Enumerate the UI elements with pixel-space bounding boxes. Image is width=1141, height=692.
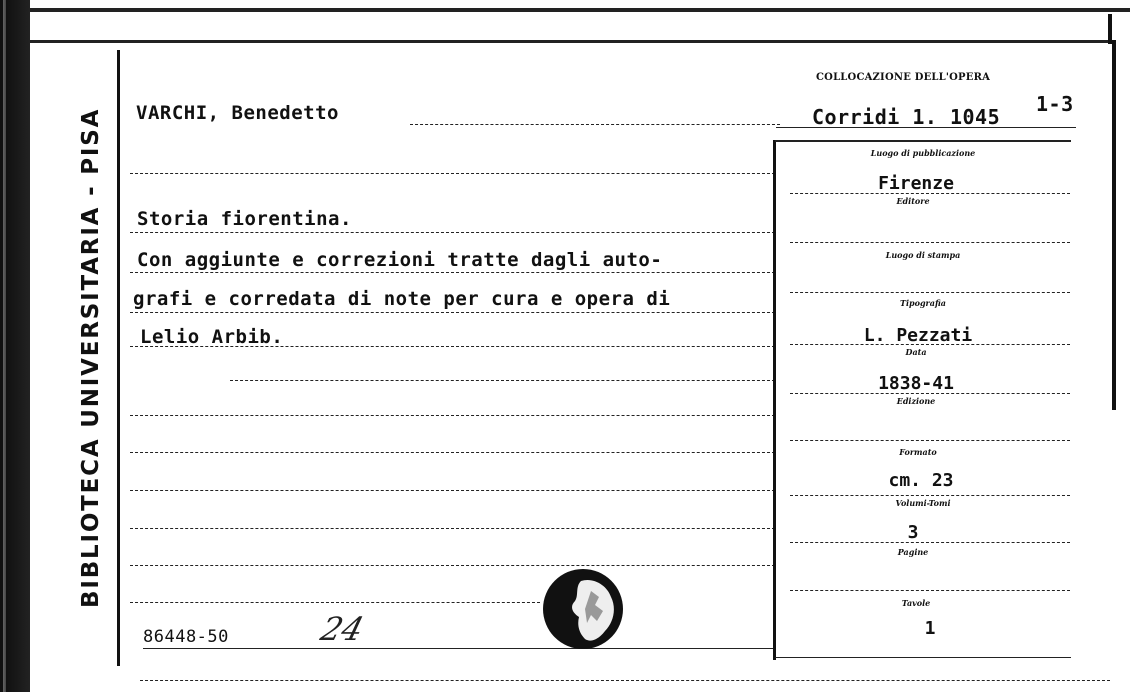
ruled-line <box>130 312 775 313</box>
label-data: Data <box>905 347 927 357</box>
author-line <box>410 124 780 125</box>
inventory-underline <box>143 648 773 649</box>
value-luogo-pubblicazione: Firenze <box>878 173 954 194</box>
ruled-line <box>130 565 775 566</box>
shelfmark-header: COLLOCAZIONE DELL'OPERA <box>816 72 991 83</box>
ruled-line <box>130 452 775 453</box>
handwritten-note: 24 <box>316 610 368 648</box>
title-line: grafi e corredata di note per cura e opera di <box>133 288 671 310</box>
ruled-line <box>130 173 775 174</box>
title-line: Storia fiorentina. <box>137 208 352 230</box>
ruled-line <box>130 232 775 233</box>
top-edge-line <box>30 8 1130 12</box>
field-line <box>790 242 1070 243</box>
top-rule <box>30 40 1110 43</box>
shelfmark-underline <box>776 127 1076 128</box>
ruled-line <box>130 490 775 491</box>
ruled-line <box>230 380 775 381</box>
ruled-line <box>130 272 775 273</box>
field-line <box>790 440 1070 441</box>
field-line <box>790 292 1070 293</box>
right-edge-line <box>1112 40 1116 410</box>
label-luogo-stampa: Luogo di stampa <box>885 250 961 260</box>
shelfmark: Corridi 1. 1045 <box>812 105 1001 129</box>
ruled-line <box>130 346 775 347</box>
value-formato: cm. 23 <box>888 470 954 491</box>
field-line <box>790 590 1070 591</box>
inventory-number: 86448-50 <box>143 627 229 647</box>
value-data: 1838-41 <box>878 373 954 394</box>
left-margin-line <box>117 50 120 666</box>
field-column-top <box>775 140 1071 142</box>
label-editore: Editore <box>896 196 930 206</box>
field-line <box>790 393 1070 394</box>
field-column-bottom <box>775 657 1071 658</box>
value-tipografia: L. Pezzati <box>863 325 973 346</box>
library-stamp-text: BIBLIOTECA UNIVERSITARIA - PISA <box>78 107 104 608</box>
ruled-line <box>130 602 540 603</box>
field-column-border <box>773 140 776 660</box>
title-line: Con aggiunte e correzioni tratte dagli auto- <box>137 249 663 271</box>
card-bottom-edge <box>140 680 1110 681</box>
field-line <box>790 344 1070 345</box>
label-pagine: Pagine <box>897 547 929 557</box>
label-luogo-pubblicazione: Luogo di pubblicazione <box>870 148 976 158</box>
field-line <box>790 542 1070 543</box>
shelfmark-suffix: 1-3 <box>1036 92 1074 116</box>
tuscany-stamp-icon <box>541 567 626 652</box>
label-edizione: Edizione <box>896 396 936 406</box>
ruled-line <box>130 528 775 529</box>
value-tavole: 1 <box>924 618 936 639</box>
label-formato: Formato <box>899 447 937 457</box>
label-tipografia: Tipografia <box>900 298 946 308</box>
field-line <box>790 495 1070 496</box>
title-line: Lelio Arbib. <box>140 326 284 348</box>
ruled-line <box>130 415 775 416</box>
author-heading: VARCHI, Benedetto <box>136 102 339 124</box>
field-line <box>790 193 1070 194</box>
right-edge-tick <box>1108 14 1112 44</box>
value-volumi: 3 <box>907 522 919 543</box>
label-tavole: Tavole <box>901 598 931 608</box>
left-binding-strip <box>0 0 30 692</box>
library-stamp <box>78 98 112 608</box>
label-volumi: Volumi-Tomi <box>895 498 951 508</box>
